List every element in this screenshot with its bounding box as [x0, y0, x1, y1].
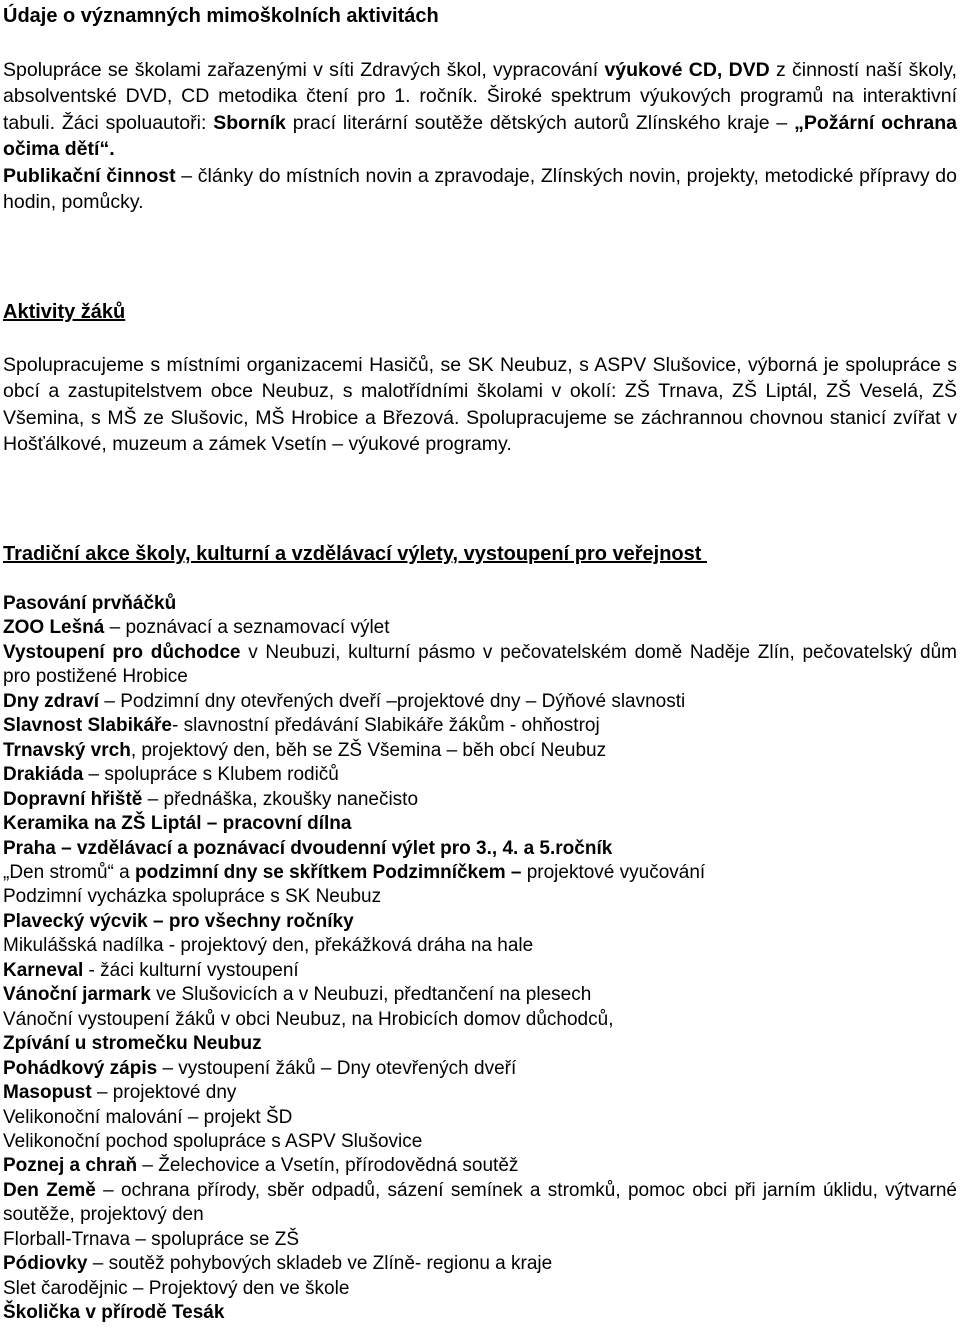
event-title: Trnavský vrch: [3, 739, 131, 761]
event-title: Poznej a chraň: [3, 1155, 138, 1177]
event-title: Dopravní hřiště: [3, 788, 143, 810]
event-item: [3, 1179, 957, 1228]
event-description: Vánoční vystoupení žáků v obci Neubuz, na Hrobicích domov důchodců,: [3, 1008, 614, 1030]
event-description: Velikonoční pochod spolupráce s ASPV Slušovice: [3, 1130, 423, 1152]
event-item: [3, 1057, 957, 1081]
event-description: – spolupráce s Klubem rodičů: [83, 764, 339, 786]
event-item: [3, 1008, 957, 1032]
event-item: [3, 763, 957, 787]
event-item: [3, 837, 957, 861]
event-description: Podzimní vycházka spolupráce s SK Neubuz: [3, 886, 382, 908]
event-item: [3, 910, 957, 934]
event-item: [3, 1252, 957, 1276]
event-description: – Podzimní dny otevřených dveří –projektové dny – Dýňové slavnosti: [99, 690, 686, 712]
event-title: Vystoupení pro důchodce: [3, 641, 241, 663]
document-title: Údaje o významných mimoškolních aktivitách: [3, 5, 439, 27]
event-title: Keramika na ZŠ Liptál – pracovní dílna: [3, 813, 352, 835]
event-title: Masopust: [3, 1082, 92, 1104]
event-item: [3, 714, 957, 738]
traditions-heading: Tradiční akce školy, kulturní a vzdělávací výlety, vystoupení pro veřejnost: [3, 543, 707, 565]
cooperation-text-1: Spolupráce se školami zařazenými v síti Zdravých škol, vypracování: [3, 59, 605, 81]
cooperation-bold-cd-dvd: výukové CD, DVD: [604, 59, 770, 81]
event-item: [3, 934, 957, 958]
event-item: [3, 1106, 957, 1130]
event-description: , projektový den, běh se ZŠ Všemina – běh obcí Neubuz: [130, 739, 607, 761]
cooperation-text-3: prací literární soutěže dětských autorů Zlínského kraje –: [285, 111, 795, 134]
event-description: – poznávací a seznamovací výlet: [104, 617, 390, 639]
cooperation-bold-pozarni: „Požární ochrana očima dětí“.: [3, 111, 957, 161]
event-title: Plavecký výcvik – pro všechny ročníky: [3, 910, 354, 932]
event-item: [3, 1228, 957, 1252]
event-title: Pasování prvňáčků: [3, 593, 177, 614]
event-description: – projektové dny: [91, 1082, 237, 1104]
event-description: Velikonoční malování – projekt ŠD: [3, 1106, 293, 1128]
event-title: Slavnost Slabikáře: [3, 715, 172, 737]
event-description: projektové vyučování: [521, 861, 706, 883]
event-description: - slavnostní předávání Slabikáře žákům - ohňostroj: [171, 715, 600, 737]
activities-paragraph: Spolupracujeme s místními organizacemi Hasičů, se SK Neubuz, s ASPV Slušovice, výborná je spolupráce s obcí a zastupitelstvem obce Neubuz, s malotřídními školami v okolí: ZŠ Trnava, ZŠ Liptál, ZŠ Veselá, ZŠ Všemina, s MŠ ze Slušovic, MŠ Hrobice a Březová. Spolupracujeme se záchrannou chovnou stanicí zvířat v Hošťálkové, muzeum a zámek Vsetín – výukové programy.: [3, 354, 957, 456]
event-description: Florball-Trnava – spolupráce se ZŠ: [3, 1228, 300, 1250]
event-item: [3, 1081, 957, 1105]
event-description: - žáci kulturní vystoupení: [83, 959, 299, 981]
event-item: [3, 739, 957, 763]
event-item: [3, 1130, 957, 1154]
event-description: – Želechovice a Vsetín, přírodovědná soutěž: [137, 1155, 519, 1177]
event-item: [3, 690, 957, 714]
event-description: – soutěž pohybových skladeb ve Zlíně- regionu a kraje: [87, 1253, 553, 1275]
event-item: [3, 788, 957, 812]
event-item: [3, 1301, 957, 1325]
event-item: [3, 983, 957, 1007]
event-item: [3, 592, 957, 616]
event-item: [3, 641, 957, 690]
event-description: Slet čarodějnic – Projektový den ve škole: [3, 1277, 350, 1299]
event-item: [3, 885, 957, 909]
event-title: Zpívání u stromečku Neubuz: [3, 1033, 262, 1055]
cooperation-bold-sbornik: Sborník: [213, 111, 286, 134]
activities-heading: Aktivity žáků: [3, 301, 126, 323]
event-item: [3, 1154, 957, 1178]
event-title: Pohádkový zápis: [3, 1057, 158, 1079]
cooperation-text-4: – články do místních novin a zpravodaje, Zlínských novin, projekty, metodické přípravy do hodin, pomůcky.: [3, 164, 957, 214]
event-title: Praha – vzdělávací a poznávací dvoudenní výlet pro 3., 4. a 5.ročník: [3, 837, 613, 859]
cooperation-text-2: z činností naší školy, absolventské DVD, CD metodika čtení pro 1. ročník. Široké spektrum výukových programů na interaktivní tabuli. Žáci spoluautoři:: [3, 59, 957, 134]
event-item: [3, 1277, 957, 1301]
events-list: [3, 592, 957, 1326]
event-item: [3, 861, 957, 885]
event-description: v Neubuzi, kulturní pásmo v pečovatelském domě Naděje Zlín, pečovatelský dům pro postižené Hrobice: [3, 641, 957, 688]
event-item: [3, 1032, 957, 1056]
event-description: – vystoupení žáků – Dny otevřených dveří: [157, 1057, 517, 1079]
event-description: – ochrana přírody, sběr odpadů, sázení semínek a stromků, pomoc obci při jarním úklidu, výtvarné soutěže, projektový den: [3, 1179, 957, 1226]
event-title: Karneval: [3, 959, 84, 981]
cooperation-paragraph: [3, 57, 957, 215]
event-description: Mikulášská nadílka - projektový den, překážková dráha na hale: [3, 935, 534, 957]
cooperation-bold-publikacni: Publikační činnost: [3, 164, 176, 187]
event-description: – přednáška, zkoušky nanečisto: [142, 788, 419, 810]
event-item: [3, 812, 957, 836]
event-title: podzimní dny se skřítkem Podzimníčkem –: [134, 861, 522, 883]
event-title: Den Země: [3, 1179, 96, 1201]
event-title: Drakiáda: [3, 764, 84, 786]
event-description: ve Slušovicích a v Neubuzi, předtančení na plesech: [150, 984, 592, 1006]
event-title: ZOO Lešná: [3, 617, 105, 639]
event-description: „Den stromů“ a: [3, 861, 135, 883]
event-title: Školička v přírodě Tesák: [3, 1302, 225, 1324]
event-title: Vánoční jarmark: [3, 984, 151, 1006]
event-title: Dny zdraví: [3, 690, 100, 712]
event-item: [3, 959, 957, 983]
event-item: [3, 616, 957, 640]
event-title: Pódiovky: [3, 1253, 88, 1275]
